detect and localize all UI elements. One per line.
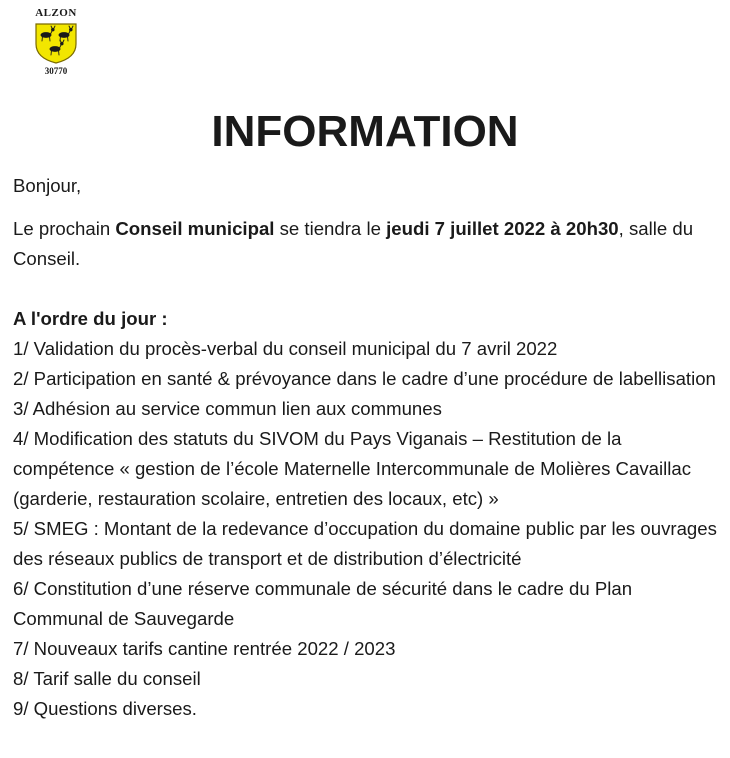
agenda-heading-text: A l'ordre du jour :: [13, 308, 168, 329]
agenda-item-3: 3/ Adhésion au service commun lien aux communes: [13, 398, 442, 419]
announcement-text-2: se tiendra le: [274, 218, 387, 239]
greeting: Bonjour,: [13, 175, 82, 196]
announcement-date: jeudi 7 juillet 2022 à 20h30: [386, 218, 619, 239]
agenda-item-6: 6/ Constitution d’une réserve communale de sécurité dans le cadre du Plan Communal de Sauvegarde: [13, 578, 633, 629]
agenda-heading: [13, 304, 721, 334]
agenda-item-9: 9/ Questions diverses.: [13, 698, 197, 719]
page-title: INFORMATION: [211, 107, 519, 156]
announcement-text-3: , salle du Conseil.: [13, 218, 694, 269]
agenda-item-2: 2/ Participation en santé & prévoyance dans le cadre d’une procédure de labellisation: [13, 368, 716, 389]
announcement: [13, 214, 721, 274]
spacer: [13, 201, 721, 214]
agenda-item-7: 7/ Nouveaux tarifs cantine rentrée 2022 / 2023: [13, 638, 396, 659]
logo-postcode: 30770: [44, 66, 68, 76]
agenda-item-5: 5/ SMEG : Montant de la redevance d’occupation du domaine public par les ouvrages des réseaux publics de transport et de distribution d’électricité: [13, 518, 717, 569]
logo-town-name: ALZON: [35, 7, 77, 19]
announcement-text-1: Le prochain: [13, 218, 116, 239]
agenda-item-4: 4/ Modification des statuts du SIVOM du Pays Viganais – Restitution de la compétence « gestion de l’école Maternelle Intercommunale de Molières Cavaillac (garderie, restauration scolaire, entretien des locaux, etc) »: [13, 428, 691, 509]
town-logo: [26, 6, 86, 77]
announcement-event: Conseil municipal: [115, 218, 275, 239]
agenda-item-8: 8/ Tarif salle du conseil: [13, 668, 201, 689]
coat-of-arms-icon: [34, 22, 78, 64]
agenda-item-1: 1/ Validation du procès-verbal du conseil municipal du 7 avril 2022: [13, 338, 558, 359]
document-body: [13, 171, 721, 724]
spacer: [13, 274, 721, 304]
